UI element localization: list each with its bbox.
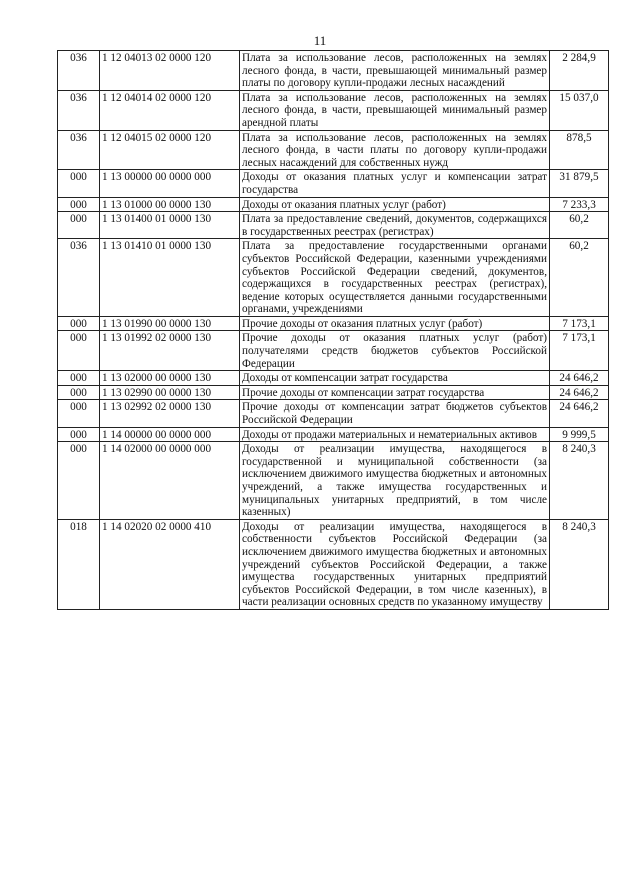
revenue-name-cell: Прочие доходы от компенсации затрат государства	[240, 385, 550, 400]
budget-code-cell: 1 13 02990 00 0000 130	[100, 385, 240, 400]
revenue-name-cell: Плата за использование лесов, расположенных на землях лесного фонда, в части платы по договору купли-продажи лесных насаждений для собственных нужд	[240, 130, 550, 170]
admin-code-cell: 000	[58, 400, 100, 427]
revenue-name-cell: Прочие доходы от оказания платных услуг (работ)	[240, 316, 550, 331]
admin-code-cell: 000	[58, 427, 100, 442]
table-row	[58, 90, 609, 130]
budget-code-cell: 1 13 02992 02 0000 130	[100, 400, 240, 427]
admin-code-cell: 000	[58, 316, 100, 331]
budget-code-cell: 1 13 01400 01 0000 130	[100, 212, 240, 239]
amount-cell: 60,2	[550, 212, 609, 239]
amount-cell: 15 037,0	[550, 90, 609, 130]
revenue-name-cell: Доходы от реализации имущества, находящегося в государственной и муниципальной собственности (за исключением движимого имущества бюджетных и автономных учреждений, а также имущества государственных и муниципальных унитарных предприятий, в том числе казенных)	[240, 442, 550, 520]
admin-code-cell: 000	[58, 170, 100, 197]
table-row	[58, 400, 609, 427]
budget-code-cell: 1 13 01000 00 0000 130	[100, 197, 240, 212]
budget-code-cell: 1 12 04014 02 0000 120	[100, 90, 240, 130]
admin-code-cell: 000	[58, 385, 100, 400]
table-row	[58, 331, 609, 371]
revenue-name-cell: Плата за предоставление сведений, документов, содержащихся в государственных реестрах (регистрах)	[240, 212, 550, 239]
amount-cell: 31 879,5	[550, 170, 609, 197]
admin-code-cell: 036	[58, 239, 100, 317]
revenue-name-cell: Доходы от реализации имущества, находящегося в собственности субъектов Российской Федерации (за исключением движимого имущества бюджетных и автономных учреждений субъектов Российской Федерации, а также имущества государственных унитарных предприятий субъектов Российской Федерации, в том числе казенных), в части реализации основных средств по указанному имуществу	[240, 519, 550, 609]
table-row	[58, 197, 609, 212]
revenue-name-cell: Прочие доходы от оказания платных услуг (работ) получателями средств бюджетов субъектов Российской Федерации	[240, 331, 550, 371]
budget-code-cell: 1 14 02020 02 0000 410	[100, 519, 240, 609]
budget-code-cell: 1 13 01992 02 0000 130	[100, 331, 240, 371]
table-row	[58, 51, 609, 91]
revenue-name-cell: Плата за использование лесов, расположенных на землях лесного фонда, в части, превышающей минимальный размер арендной платы	[240, 90, 550, 130]
table-row	[58, 427, 609, 442]
admin-code-cell: 000	[58, 371, 100, 386]
table-row	[58, 170, 609, 197]
revenue-name-cell: Доходы от компенсации затрат государства	[240, 371, 550, 386]
admin-code-cell: 036	[58, 90, 100, 130]
amount-cell: 7 233,3	[550, 197, 609, 212]
budget-code-cell: 1 13 01990 00 0000 130	[100, 316, 240, 331]
amount-cell: 9 999,5	[550, 427, 609, 442]
amount-cell: 8 240,3	[550, 442, 609, 520]
budget-code-cell: 1 13 01410 01 0000 130	[100, 239, 240, 317]
budget-code-cell: 1 12 04015 02 0000 120	[100, 130, 240, 170]
revenue-table	[57, 50, 609, 610]
admin-code-cell: 036	[58, 51, 100, 91]
budget-code-cell: 1 12 04013 02 0000 120	[100, 51, 240, 91]
amount-cell: 2 284,9	[550, 51, 609, 91]
page-number: 11	[313, 33, 327, 48]
amount-cell: 24 646,2	[550, 371, 609, 386]
amount-cell: 7 173,1	[550, 316, 609, 331]
table-row	[58, 385, 609, 400]
revenue-name-cell: Прочие доходы от компенсации затрат бюджетов субъектов Российской Федерации	[240, 400, 550, 427]
table-row	[58, 519, 609, 609]
table-row	[58, 371, 609, 386]
table-row	[58, 212, 609, 239]
budget-code-cell: 1 14 00000 00 0000 000	[100, 427, 240, 442]
table-row	[58, 316, 609, 331]
budget-code-cell: 1 13 02000 00 0000 130	[100, 371, 240, 386]
budget-code-cell: 1 13 00000 00 0000 000	[100, 170, 240, 197]
table-row	[58, 442, 609, 520]
revenue-name-cell: Доходы от оказания платных услуг и компенсации затрат государства	[240, 170, 550, 197]
admin-code-cell: 000	[58, 197, 100, 212]
table-row	[58, 130, 609, 170]
admin-code-cell: 000	[58, 331, 100, 371]
budget-code-cell: 1 14 02000 00 0000 000	[100, 442, 240, 520]
revenue-name-cell: Доходы от оказания платных услуг (работ)	[240, 197, 550, 212]
revenue-name-cell: Плата за предоставление государственными органами субъектов Российской Федерации, казенными учреждениями субъектов Российской Федерации сведений, документов, содержащихся в государственных реестрах (регистрах), ведение которых осуществляется данными государственными органами, учреждениями	[240, 239, 550, 317]
amount-cell: 8 240,3	[550, 519, 609, 609]
revenue-name-cell: Плата за использование лесов, расположенных на землях лесного фонда, в части, превышающей минимальный размер платы по договору купли-продажи лесных насаждений	[240, 51, 550, 91]
amount-cell: 878,5	[550, 130, 609, 170]
amount-cell: 60,2	[550, 239, 609, 317]
table-row	[58, 239, 609, 317]
amount-cell: 7 173,1	[550, 331, 609, 371]
admin-code-cell: 018	[58, 519, 100, 609]
admin-code-cell: 000	[58, 442, 100, 520]
revenue-name-cell: Доходы от продажи материальных и нематериальных активов	[240, 427, 550, 442]
amount-cell: 24 646,2	[550, 400, 609, 427]
amount-cell: 24 646,2	[550, 385, 609, 400]
admin-code-cell: 036	[58, 130, 100, 170]
admin-code-cell: 000	[58, 212, 100, 239]
table-body	[58, 51, 609, 610]
